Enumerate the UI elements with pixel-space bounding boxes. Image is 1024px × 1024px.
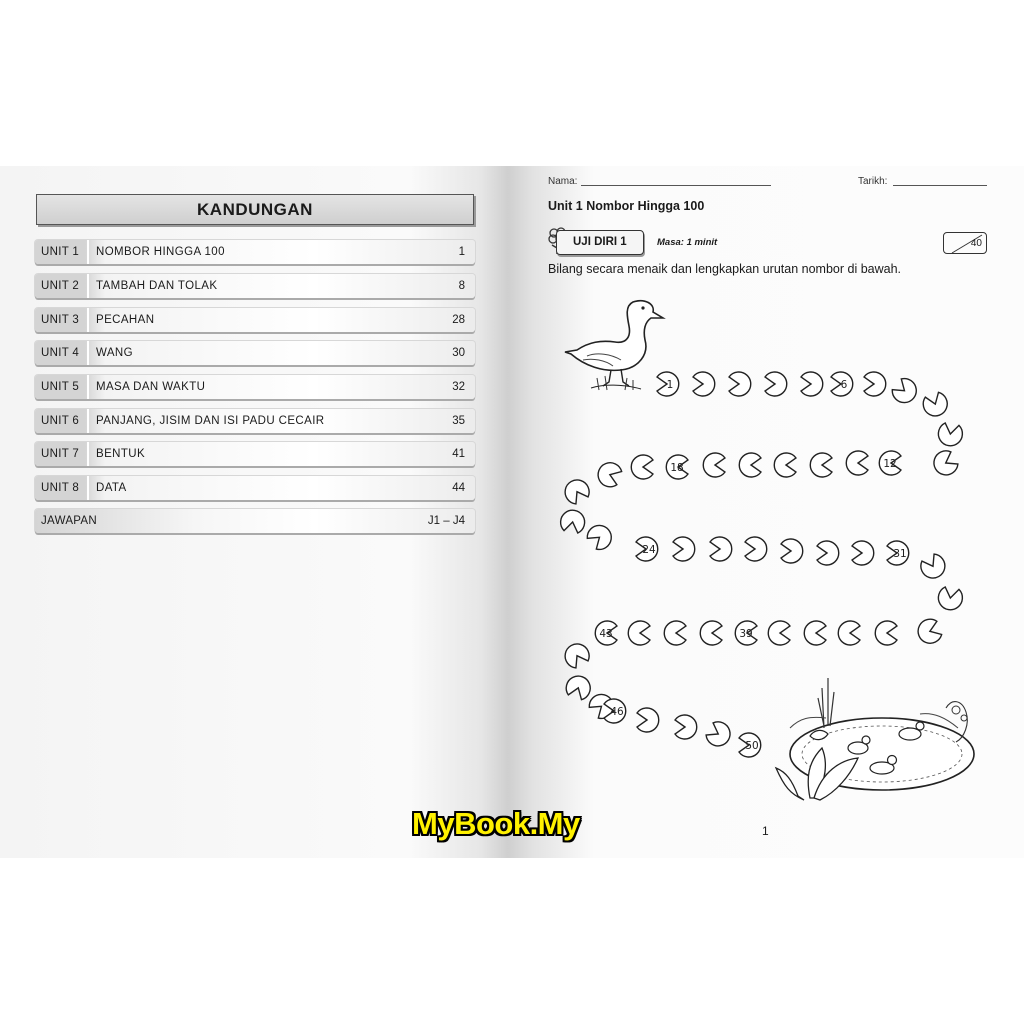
lily-pad-shape	[704, 719, 735, 751]
toc-unit-label: UNIT 8	[41, 482, 80, 494]
lily-pad-shape	[765, 372, 787, 396]
lily-pad-shape	[739, 453, 761, 477]
toc-unit-label: UNIT 1	[41, 246, 80, 258]
toc-unit-label: UNIT 3	[41, 314, 80, 326]
unit-heading: Unit 1 Nombor Hingga 100	[548, 199, 705, 213]
lily-pad-shape	[628, 621, 650, 645]
lily-pad-shape	[936, 422, 963, 448]
lily-pad-shape	[595, 459, 624, 489]
toc-unit-title: BENTUK	[96, 448, 146, 460]
lily-pad-shape	[745, 537, 767, 561]
blank-lily-pad[interactable]	[838, 621, 860, 645]
blank-lily-pad[interactable]	[559, 508, 586, 534]
blank-lily-pad[interactable]	[918, 552, 950, 583]
blank-lily-pad[interactable]	[564, 673, 594, 702]
toc-page-number: 32	[452, 381, 465, 393]
toc-unit-title: WANG	[96, 347, 133, 359]
lily-pad-number: 1	[666, 379, 674, 391]
lily-pad-shape	[889, 375, 921, 407]
lily-pad-shape	[852, 541, 874, 565]
blank-lily-pad[interactable]	[729, 372, 751, 396]
lily-pad-shape	[693, 372, 715, 396]
lily-pad-shape	[561, 476, 593, 507]
lily-pad-number: 18	[670, 462, 684, 474]
toc-unit-title: NOMBOR HINGGA 100	[96, 246, 225, 258]
blank-lily-pad[interactable]	[864, 372, 886, 396]
blank-lily-pad[interactable]	[673, 537, 695, 561]
lily-pad-number: 43	[599, 628, 613, 640]
lily-pad-shape	[846, 451, 868, 475]
toc-unit-title: DATA	[96, 482, 127, 494]
lily-pad-shape	[810, 453, 832, 477]
blank-lily-pad[interactable]	[930, 448, 961, 480]
toc-page-number: 28	[452, 314, 465, 326]
blank-lily-pad[interactable]	[561, 640, 593, 671]
lily-pad-number: 50	[745, 740, 759, 752]
blank-lily-pad[interactable]	[774, 453, 796, 477]
lily-pad-number: 24	[642, 544, 656, 556]
toc-title: KANDUNGAN	[36, 194, 474, 225]
toc-unit-title: MASA DAN WAKTU	[96, 381, 206, 393]
lily-pad-shape	[584, 521, 616, 553]
lily-pad-shape	[936, 586, 963, 612]
toc-unit-title: TAMBAH DAN TOLAK	[96, 280, 218, 292]
name-label: Nama:	[548, 176, 578, 187]
blank-lily-pad[interactable]	[915, 617, 944, 647]
blank-lily-pad[interactable]	[801, 372, 823, 396]
blank-lily-pad[interactable]	[710, 537, 732, 561]
blank-lily-pad[interactable]	[584, 521, 616, 553]
blank-lily-pad[interactable]	[628, 621, 650, 645]
blank-lily-pad[interactable]	[700, 621, 722, 645]
toc-unit-label: UNIT 5	[41, 381, 80, 393]
toc-page-number: 1	[458, 246, 465, 258]
lily-pad-shape	[673, 537, 695, 561]
blank-lily-pad[interactable]	[768, 621, 790, 645]
blank-lily-pad[interactable]	[852, 541, 874, 565]
page-number: 1	[762, 824, 769, 838]
lily-pad-shape	[703, 453, 725, 477]
blank-lily-pad[interactable]	[810, 453, 832, 477]
score-total: 40	[970, 238, 982, 249]
blank-lily-pad[interactable]	[936, 422, 963, 448]
lily-pad-shape	[710, 537, 732, 561]
lily-pad-shape	[768, 621, 790, 645]
toc-page-number: 44	[452, 482, 465, 494]
blank-lily-pad[interactable]	[664, 621, 686, 645]
blank-lily-pad[interactable]	[765, 372, 787, 396]
lily-pad-shape	[781, 539, 803, 563]
blank-lily-pad[interactable]	[703, 453, 725, 477]
lily-pad-shape	[930, 448, 961, 480]
lily-pad-number: 12	[883, 458, 897, 470]
time-label: Masa: 1 minit	[657, 237, 718, 248]
lily-pad-shape	[564, 673, 594, 702]
date-label: Tarikh:	[858, 176, 888, 187]
lily-pad-shape	[631, 455, 653, 479]
blank-lily-pad[interactable]	[936, 586, 963, 612]
blank-lily-pad[interactable]	[704, 719, 735, 751]
blank-lily-pad[interactable]	[889, 375, 921, 407]
toc-unit-label: UNIT 6	[41, 415, 80, 427]
blank-lily-pad[interactable]	[817, 541, 839, 565]
toc-page-number: 30	[452, 347, 465, 359]
lily-pad-shape	[700, 621, 722, 645]
blank-lily-pad[interactable]	[875, 621, 897, 645]
toc-page-number: 41	[452, 448, 465, 460]
lily-pad-shape	[817, 541, 839, 565]
blank-lily-pad[interactable]	[739, 453, 761, 477]
lily-pad-shape	[559, 508, 586, 534]
blank-lily-pad[interactable]	[693, 372, 715, 396]
lily-pad-number: 39	[739, 628, 753, 640]
toc-page-number: 35	[452, 415, 465, 427]
blank-lily-pad[interactable]	[745, 537, 767, 561]
lily-pad-number: 31	[893, 548, 907, 560]
toc-unit-label: UNIT 7	[41, 448, 80, 460]
toc-unit-label: UNIT 2	[41, 280, 80, 292]
blank-lily-pad[interactable]	[631, 455, 653, 479]
blank-lily-pad[interactable]	[781, 539, 803, 563]
lily-pad-shape	[875, 621, 897, 645]
blank-lily-pad[interactable]	[846, 451, 868, 475]
blank-lily-pad[interactable]	[804, 621, 826, 645]
lily-pad-shape	[864, 372, 886, 396]
lily-pad-shape	[561, 640, 593, 671]
test-label-box: UJI DIRI 1	[556, 230, 644, 255]
lily-pad-shape	[774, 453, 796, 477]
lily-pad-shape	[675, 715, 697, 739]
toc-page-number: J1 – J4	[427, 515, 465, 527]
lily-pad-shape	[921, 391, 951, 420]
watermark: MyBook.My	[412, 806, 580, 841]
lily-pad-number: 6	[840, 379, 848, 391]
toc-unit-title: PANJANG, JISIM DAN ISI PADU CECAIR	[96, 415, 325, 427]
lily-pad-shape	[801, 372, 823, 396]
lily-pad-shape	[915, 617, 944, 647]
blank-lily-pad[interactable]	[595, 459, 624, 489]
blank-lily-pad[interactable]	[921, 391, 951, 420]
instruction-text: Bilang secara menaik dan lengkapkan urutan nombor di bawah.	[548, 262, 902, 276]
lily-pad-shape	[729, 372, 751, 396]
toc-unit-title: PECAHAN	[96, 314, 155, 326]
toc-answers-label: JAWAPAN	[41, 515, 97, 527]
toc-unit-label: UNIT 4	[41, 347, 80, 359]
blank-lily-pad[interactable]	[675, 715, 697, 739]
lily-pad-number: 46	[610, 706, 624, 718]
lily-pad-shape	[804, 621, 826, 645]
lily-pad-shape	[664, 621, 686, 645]
lily-pad-shape	[918, 552, 950, 583]
lily-pad-shape	[637, 708, 659, 732]
blank-lily-pad[interactable]	[637, 708, 659, 732]
blank-lily-pad[interactable]	[561, 476, 593, 507]
toc-page-number: 8	[458, 280, 465, 292]
lily-pad-shape	[838, 621, 860, 645]
